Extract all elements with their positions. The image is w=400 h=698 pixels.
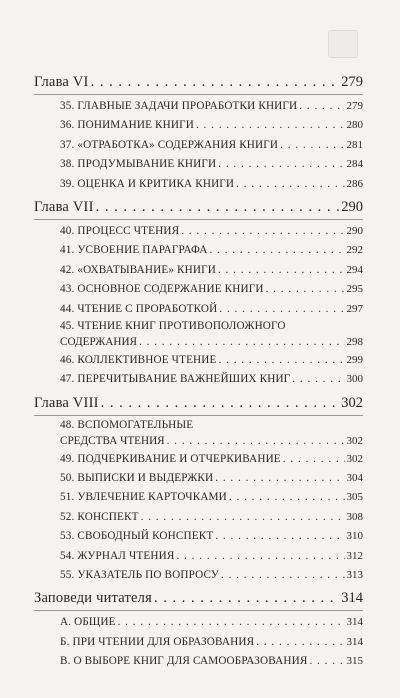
entry-page: 280 xyxy=(346,119,363,132)
entry-page: 286 xyxy=(346,177,363,190)
chapter-page: 314 xyxy=(341,590,363,607)
leader-dots xyxy=(309,652,344,671)
entry-page: 305 xyxy=(346,491,363,504)
toc-entry xyxy=(34,469,363,488)
entry-page: 299 xyxy=(346,353,363,366)
entry-page: 314 xyxy=(346,635,363,648)
toc-entry xyxy=(34,116,363,135)
entry-page: 290 xyxy=(346,224,363,237)
entry-label: 53. СВОБОДНЫЙ КОНСПЕКТ xyxy=(60,530,214,543)
leader-dots xyxy=(101,392,340,414)
chapter-divider xyxy=(34,94,363,95)
leader-dots xyxy=(215,469,344,488)
entry-label: 46. КОЛЛЕКТИВНОЕ ЧТЕНИЕ xyxy=(60,353,217,366)
entry-label: 45. ЧТЕНИЕ КНИГ ПРОТИВОПОЛОЖНОГО xyxy=(60,319,286,332)
entry-label: 42. «ОХВАТЫВАНИЕ» КНИГИ xyxy=(60,263,216,276)
entry-page: 302 xyxy=(346,452,363,465)
leader-dots xyxy=(96,196,340,218)
leader-dots xyxy=(139,334,344,351)
chapter-page: 302 xyxy=(341,394,363,411)
entry-label: 47. ПЕРЕЧИТЫВАНИЕ ВАЖНЕЙШИХ КНИГ xyxy=(60,373,291,386)
leader-dots xyxy=(215,527,344,546)
chapter-title: Глава VIII xyxy=(34,394,99,411)
chapter-title: Глава VII xyxy=(34,198,94,215)
entry-label: 52. КОНСПЕКТ xyxy=(60,510,139,523)
entry-label: 37. «ОТРАБОТКА» СОДЕРЖАНИЯ КНИГИ xyxy=(60,138,279,151)
entry-page: 281 xyxy=(346,138,363,151)
entry-label: 50. ВЫПИСКИ И ВЫДЕРЖКИ xyxy=(60,472,214,485)
entry-page: 297 xyxy=(346,302,363,315)
leader-dots xyxy=(299,97,344,116)
toc-entry xyxy=(34,418,363,450)
toc-entry xyxy=(34,566,363,585)
entry-label: 38. ПРОДУМЫВАНИЕ КНИГИ xyxy=(60,158,217,171)
toc-entry xyxy=(34,319,363,351)
toc-entry xyxy=(34,613,363,632)
entry-label: 49. ПОДЧЕРКИВАНИЕ И ОТЧЕРКИВАНИЕ xyxy=(60,452,281,465)
entry-page: 284 xyxy=(346,158,363,171)
chapter-divider xyxy=(34,610,363,611)
table-of-contents xyxy=(34,71,363,672)
entry-label: 54. ЖУРНАЛ ЧТЕНИЯ xyxy=(60,549,175,562)
leader-dots xyxy=(210,241,345,260)
toc-entry xyxy=(34,508,363,527)
entry-page: 304 xyxy=(346,472,363,485)
leader-dots xyxy=(218,261,345,280)
entry-page: 313 xyxy=(346,569,363,582)
entry-page: 302 xyxy=(346,434,363,447)
leader-dots xyxy=(91,71,340,93)
toc-entry xyxy=(34,300,363,319)
entry-label: 40. ПРОЦЕСС ЧТЕНИЯ xyxy=(60,224,180,237)
entry-page: 279 xyxy=(346,100,363,112)
leader-dots xyxy=(218,155,344,174)
chapter-6-heading xyxy=(34,71,363,93)
chapter-divider xyxy=(34,415,363,416)
leader-dots xyxy=(283,450,345,469)
entry-label: 39. ОЦЕНКА И КРИТИКА КНИГИ xyxy=(60,177,235,190)
toc-entry xyxy=(34,155,363,174)
leader-dots xyxy=(292,370,344,389)
chapter-title: Заповеди читателя xyxy=(34,590,152,607)
entry-page: 315 xyxy=(346,655,363,668)
leader-dots xyxy=(141,508,345,527)
toc-entry xyxy=(34,450,363,469)
entry-label: А. ОБЩИЕ xyxy=(60,616,116,629)
chapter-divider xyxy=(34,219,363,220)
entry-label: 51. УВЛЕЧЕНИЕ КАРТОЧКАМИ xyxy=(60,491,227,504)
leader-dots xyxy=(154,587,339,609)
entry-page: 292 xyxy=(346,244,363,257)
entry-page: 294 xyxy=(346,263,363,276)
entry-label-continued: СОДЕРЖАНИЯ xyxy=(60,335,138,348)
toc-entry xyxy=(34,280,363,299)
chapter-8-heading xyxy=(34,392,363,414)
leader-dots xyxy=(229,488,345,507)
toc-entry xyxy=(34,241,363,260)
chapter-page: 279 xyxy=(341,74,363,90)
leader-dots xyxy=(176,547,344,566)
toc-entry xyxy=(34,633,363,652)
chapter-page: 290 xyxy=(341,198,363,215)
entry-label: 36. ПОНИМАНИЕ КНИГИ xyxy=(60,119,194,132)
leader-dots xyxy=(118,613,345,632)
entry-label: 48. ВСПОМОГАТЕЛЬНЫЕ xyxy=(60,418,194,431)
entry-label: 55. УКАЗАТЕЛЬ ПО ВОПРОСУ xyxy=(60,569,219,582)
toc-entry xyxy=(34,488,363,507)
entry-page: 295 xyxy=(346,283,363,296)
toc-entry xyxy=(34,136,363,155)
toc-entry xyxy=(34,175,363,194)
leader-dots xyxy=(221,566,345,585)
entry-page: 310 xyxy=(346,530,363,543)
entry-label: 41. УСВОЕНИЕ ПАРАГРАФА xyxy=(60,244,208,257)
toc-entry xyxy=(34,370,363,389)
commandments-heading xyxy=(34,587,363,609)
chapter-7-heading xyxy=(34,196,363,218)
entry-page: 312 xyxy=(346,549,363,562)
leader-dots xyxy=(256,633,344,652)
entry-label: 44. ЧТЕНИЕ С ПРОРАБОТКОЙ xyxy=(60,302,218,315)
entry-label-continued: СРЕДСТВА ЧТЕНИЯ xyxy=(60,434,165,447)
toc-entry xyxy=(34,351,363,370)
chapter-title: Глава VI xyxy=(34,74,89,90)
leader-dots xyxy=(167,433,345,450)
leader-dots xyxy=(280,136,344,155)
toc-entry xyxy=(34,222,363,241)
leader-dots xyxy=(266,280,345,299)
leader-dots xyxy=(219,300,344,319)
entry-label: 43. ОСНОВНОЕ СОДЕРЖАНИЕ КНИГИ xyxy=(60,283,264,296)
entry-label: Б. ПРИ ЧТЕНИИ ДЛЯ ОБРАЗОВАНИЯ xyxy=(60,635,255,648)
leader-dots xyxy=(219,351,345,370)
bleed-through-badge xyxy=(328,30,358,58)
entry-page: 314 xyxy=(346,616,363,629)
toc-entry xyxy=(34,97,363,116)
entry-page: 308 xyxy=(346,510,363,523)
leader-dots xyxy=(181,222,344,241)
toc-entry xyxy=(34,527,363,546)
toc-entry xyxy=(34,652,363,671)
entry-page: 300 xyxy=(346,373,363,386)
leader-dots xyxy=(196,116,345,135)
toc-entry xyxy=(34,261,363,280)
entry-label: 35. ГЛАВНЫЕ ЗАДАЧИ ПРОРАБОТКИ КНИГИ xyxy=(60,100,298,112)
entry-label: В. О ВЫБОРЕ КНИГ ДЛЯ САМООБРАЗОВАНИЯ xyxy=(60,655,308,668)
leader-dots xyxy=(236,175,344,194)
entry-page: 298 xyxy=(346,335,363,348)
toc-entry xyxy=(34,547,363,566)
